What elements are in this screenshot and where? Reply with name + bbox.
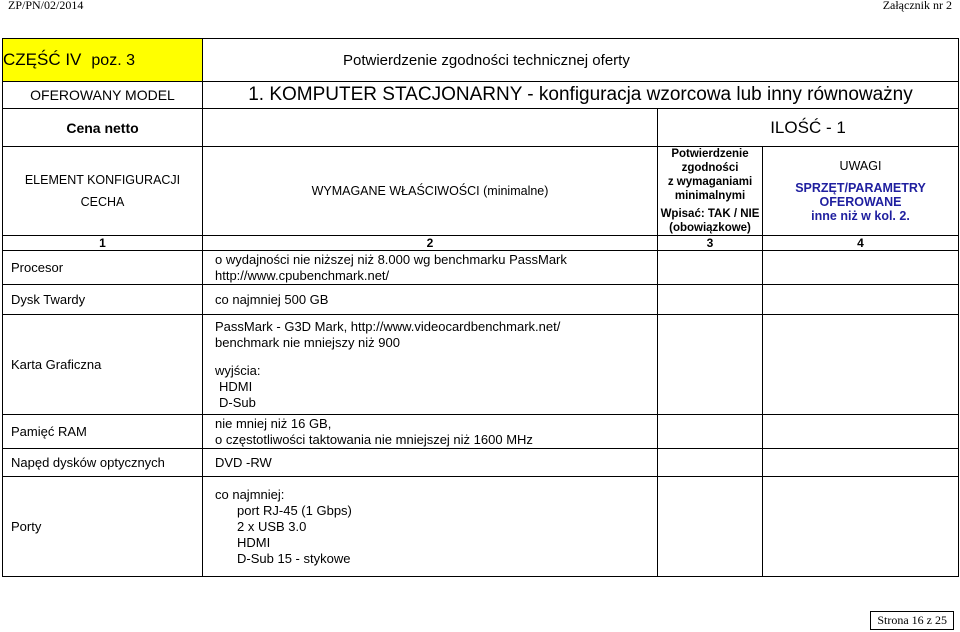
- row-name-processor: Procesor: [3, 251, 203, 285]
- req-line: DVD -RW: [215, 454, 272, 470]
- column-number-4: 4: [763, 236, 959, 251]
- column-compliance-header: [658, 147, 763, 236]
- req-line: wyjścia:: [215, 362, 261, 378]
- feature-header-text: CECHA: [80, 195, 125, 209]
- offered-model-label: OFEROWANY MODEL: [3, 82, 203, 109]
- remarks-cell: [763, 449, 959, 477]
- remarks-cell: [763, 315, 959, 415]
- compliance-cell: [658, 415, 763, 449]
- compliance-line-1: Potwierdzenie: [671, 148, 749, 160]
- req-line: D-Sub 15 - stykowe: [237, 550, 351, 566]
- row-name-optical: Napęd dysków optycznych: [3, 449, 203, 477]
- req-line: co najmniej 500 GB: [215, 291, 329, 307]
- remarks-cell: [763, 415, 959, 449]
- row-req-processor: [203, 251, 658, 285]
- compliance-line-6: (obowiązkowe): [669, 222, 751, 234]
- compliance-cell: [658, 285, 763, 315]
- column-requirements-header: WYMAGANE WŁAŚCIWOŚCI (minimalne): [203, 147, 658, 236]
- req-line: benchmark nie mniejszy niż 900: [215, 334, 400, 350]
- column-number-3: 3: [658, 236, 763, 251]
- row-req-hdd: [203, 285, 658, 315]
- req-line: o wydajności nie niższej niż 8.000 wg benchmarku PassMark: [215, 251, 567, 267]
- row-name-ram: Pamięć RAM: [3, 415, 203, 449]
- row-req-optical: [203, 449, 658, 477]
- column-number-2: 2: [203, 236, 658, 251]
- req-line: o częstotliwości taktowania nie mniejszej niż 1600 MHz: [215, 431, 533, 447]
- req-line: co najmniej:: [215, 486, 285, 502]
- document-reference: ZP/PN/02/2014: [8, 0, 84, 12]
- row-name-hdd: Dysk Twardy: [3, 285, 203, 315]
- part-label: CZĘŚĆ IV: [3, 50, 82, 69]
- price-value-cell: [203, 109, 658, 147]
- req-line: 2 x USB 3.0: [237, 518, 307, 534]
- remarks-line-2: OFEROWANE: [819, 195, 902, 209]
- column-number-1: 1: [3, 236, 203, 251]
- req-line: D-Sub: [219, 394, 256, 410]
- req-line: PassMark - G3D Mark, http://www.videocardbenchmark.net/: [215, 318, 561, 334]
- compliance-line-2: zgodności: [681, 162, 739, 174]
- compliance-line-4: minimalnymi: [674, 190, 746, 202]
- remarks-cell: [763, 251, 959, 285]
- quantity-label: ILOŚĆ - 1: [658, 109, 959, 147]
- attachment-number: Załącznik nr 2: [882, 0, 952, 12]
- req-line: http://www.cpubenchmark.net/: [215, 267, 390, 283]
- remarks-cell: [763, 285, 959, 315]
- compliance-cell: [658, 315, 763, 415]
- req-line: nie mniej niż 16 GB,: [215, 415, 332, 431]
- remarks-title: UWAGI: [839, 159, 882, 173]
- specification-table: [2, 38, 959, 577]
- page-number: Strona 16 z 25: [870, 611, 954, 630]
- compliance-line-5: Wpisać: TAK / NIE: [660, 208, 760, 220]
- part-cell: [3, 39, 203, 82]
- column-remarks-header: [763, 147, 959, 236]
- row-name-gpu: Karta Graficzna: [3, 315, 203, 415]
- row-req-ram: [203, 415, 658, 449]
- req-line: port RJ-45 (1 Gbps): [237, 502, 352, 518]
- compliance-cell: [658, 449, 763, 477]
- compliance-cell: [658, 251, 763, 285]
- computer-title: 1. KOMPUTER STACJONARNY - konfiguracja wzorcowa lub inny równoważny: [203, 82, 959, 109]
- price-label: Cena netto: [3, 109, 203, 147]
- remarks-line-3: inne niż w kol. 2.: [811, 209, 910, 223]
- column-element-header: [3, 147, 203, 236]
- row-req-ports: [203, 477, 658, 577]
- remarks-line-1: SPRZĘT/PARAMETRY: [795, 181, 926, 195]
- compliance-line-3: z wymaganiami: [667, 176, 753, 188]
- remarks-cell: [763, 477, 959, 577]
- row-req-gpu: [203, 315, 658, 415]
- compliance-cell: [658, 477, 763, 577]
- req-line: HDMI: [237, 534, 271, 550]
- poz-label: poz. 3: [91, 52, 135, 69]
- element-header-text: ELEMENT KONFIGURACJI: [24, 173, 181, 187]
- confirmation-title: Potwierdzenie zgodności technicznej oferty: [203, 39, 959, 82]
- row-name-ports: Porty: [3, 477, 203, 577]
- req-line: HDMI: [219, 378, 253, 394]
